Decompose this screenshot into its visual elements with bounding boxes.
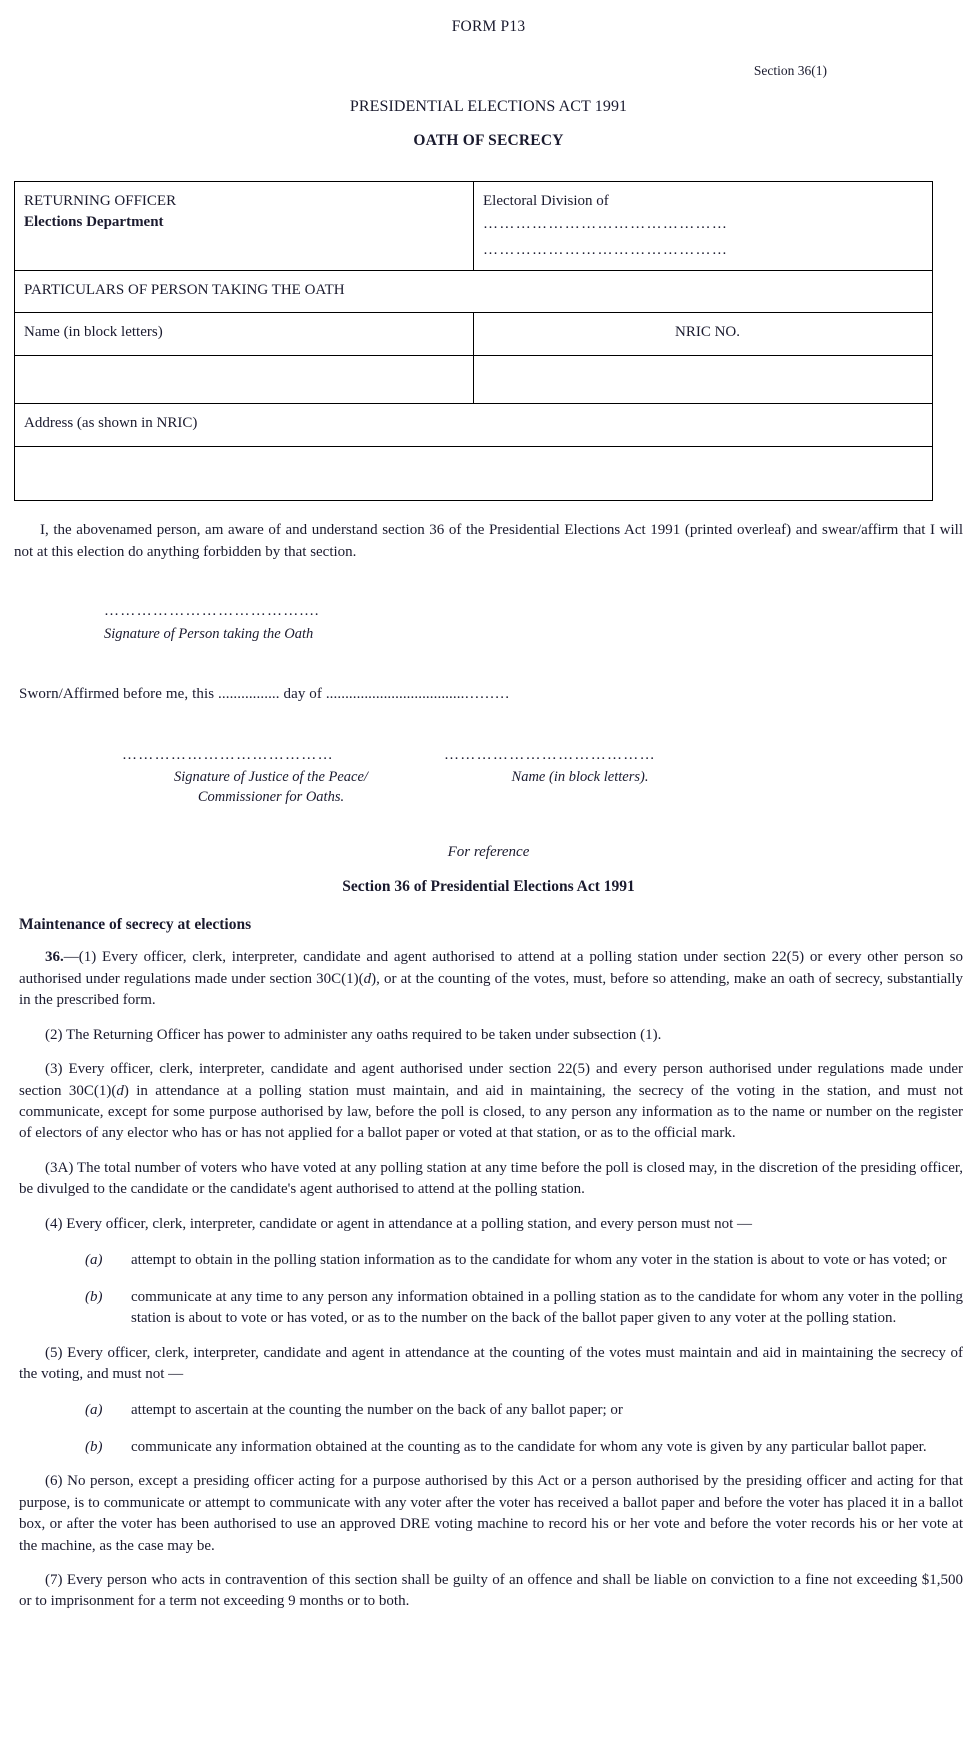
returning-officer-cell [15,182,474,271]
witness-name-column [430,747,730,808]
table-row-field-values [15,355,933,403]
paragraph-5-item-b-text: communicate any information obtained at the counting as to the candidate for whom any vote is given by any particular ballot paper. [131,1438,927,1455]
paragraph-4-item-a-marker: (a) [85,1252,103,1269]
nric-input-cell[interactable] [474,355,933,403]
nric-header-cell: NRIC NO. [474,312,933,355]
jp-signature-line[interactable]: ………………………………… [122,746,334,763]
jp-signature-caption-line2: Commissioner for Oaths. [197,789,345,806]
paragraph-1 [19,947,963,1011]
electoral-division-cell[interactable] [474,182,933,271]
paragraph-1-text: Every officer, clerk, interpreter, candidate and agent authorised to attend at a polling station under section 22(5) or every other person so authorised under regulations made under section 30C(1)( [19,949,963,987]
paragraph-5-item-a [19,1400,963,1421]
table-row-field-headers [15,312,933,355]
page-title: OATH OF SECRECY [413,132,564,149]
paragraph-3 [19,1059,963,1145]
paragraph-1-number: 36. [45,949,64,966]
paragraph-4-item-b-text: communicate at any time to any person any information obtained in a polling station as to the candidate for whom any voter in the polling station is about to vote or has voted, or as to the number on the back of the ballot paper given to any voter at the polling station. [131,1288,963,1327]
sworn-affirmed-line[interactable]: Sworn/Affirmed before me, this ................ day of ....................................……… [19,685,510,702]
paragraph-3-text: (3) Every officer, clerk, interpreter, candidate and agent authorised under section 22(5) and every person authorised under regulations made under section 30C(1)( [19,1061,963,1099]
form-number: FORM P13 [451,18,526,35]
paragraph-5-item-a-text: attempt to ascertain at the counting the number on the back of any ballot paper; or [131,1402,623,1419]
address-input-cell[interactable] [15,446,933,500]
paragraph-5: (5) Every officer, clerk, interpreter, candidate and agent in attendance at the counting of the votes must maintain and aid in maintaining the secrecy of the voting, and must not — [19,1344,963,1382]
particulars-header-cell: PARTICULARS OF PERSON TAKING THE OATH [15,270,933,312]
for-reference-label: For reference [447,844,530,861]
name-input-cell[interactable] [15,355,474,403]
table-row-address-header [15,403,933,446]
declaration-paragraph: I, the abovenamed person, am aware of and understand section 36 of the Presidential Elections Act 1991 (printed overleaf) and swear/affirm that I will not at this election do anything forbidden by that section. [14,521,963,560]
witness-signature-block [0,747,977,808]
paragraph-6: (6) No person, except a presiding officer acting for a purpose authorised by this Act or a person authorised by the presiding officer and acting for that purpose, is to communicate or attempt to communicate with any voter after the voter has received a ballot paper and before the voter has placed it in a ballot box, or after the voter has been authorised to use an approved DRE voting machine to record his or her vote and before the voter records his or her vote at the machine, as the case may be. [19,1473,963,1554]
paragraph-3a: (3A) The total number of voters who have voted at any polling station at any time before the poll is closed may, in the discretion of the presiding officer, be divulged to the candidate or the candidate's agent authorised to attend at the polling station. [19,1159,963,1198]
jp-signature-column [112,747,430,808]
paragraph-1-text-cont: ), or at the counting of the votes, must, before so attending, make an oath of secrecy, substantially in the prescribed form. [19,970,963,1009]
section-reference: Section 36(1) [753,63,827,78]
act-title: PRESIDENTIAL ELECTIONS ACT 1991 [349,98,628,115]
table-row-particulars-header [15,270,933,312]
paragraph-3-text-cont: ) in attendance at a polling station must maintain, and aid in maintaining, the secrecy of the voting in the station, and must not communicate, except for some purpose authorised by law, before the poll is closed, to any person any information as to the name or number on the register of electors of any elector who has or has not applied for a ballot paper or voted at that station, or as to the official mark. [19,1082,963,1142]
paragraph-5-item-b-marker: (b) [85,1438,103,1455]
paragraph-2: (2) The Returning Officer has power to administer any oaths required to be taken under subsection (1). [45,1026,662,1043]
witness-name-caption: Name (in block letters). [511,769,649,786]
electoral-division-dotted-line-2[interactable]: ……………………………………… [483,242,729,259]
returning-officer-label: RETURNING OFFICER [24,193,177,209]
table-row-address-value [15,446,933,500]
paragraph-1-italic: d [363,970,372,987]
electoral-division-label: Electoral Division of [483,193,609,209]
table-row-officer [15,182,933,271]
paragraph-7: (7) Every person who acts in contravention of this section shall be guilty of an offence and shall be liable on conviction to a fine not exceeding $1,500 or to imprisonment for a term not exceeding 9 months or to both. [19,1572,963,1610]
witness-name-line[interactable]: ………………………………… [444,746,656,763]
paragraph-1-dash: —(1) [63,949,97,966]
oath-taker-signature-line[interactable]: ……………………………….... [104,603,320,620]
oath-taker-signature-block [0,603,977,644]
jp-signature-caption-line1: Signature of Justice of the Peace/ [174,769,368,786]
paragraph-5-item-b [19,1437,963,1458]
paragraph-4-item-b-marker: (b) [85,1288,103,1305]
address-header-cell: Address (as shown in NRIC) [15,403,933,446]
name-header-cell: Name (in block letters) [15,312,474,355]
page-bottom-spacer [0,1613,977,1629]
paragraph-5-item-a-marker: (a) [85,1402,103,1419]
electoral-division-dotted-line-1[interactable]: ……………………………………… [483,216,729,233]
reference-section-title: Section 36 of Presidential Elections Act 1991 [342,878,635,896]
paragraph-3-italic: d [116,1082,124,1099]
paragraph-4-item-a-text: attempt to obtain in the polling station information as to the candidate for whom any voter in the station is about to vote or has voted; or [131,1252,947,1269]
returning-officer-value: Elections Department [24,214,164,231]
paragraph-4: (4) Every officer, clerk, interpreter, candidate or agent in attendance at a polling station, and every person must not — [45,1215,753,1232]
oath-taker-signature-caption: Signature of Person taking the Oath [104,625,314,642]
paragraph-4-item-b [19,1287,963,1330]
paragraph-4-item-a [19,1250,963,1271]
particulars-table [14,181,933,501]
reference-heading: Maintenance of secrecy at elections [19,916,252,934]
